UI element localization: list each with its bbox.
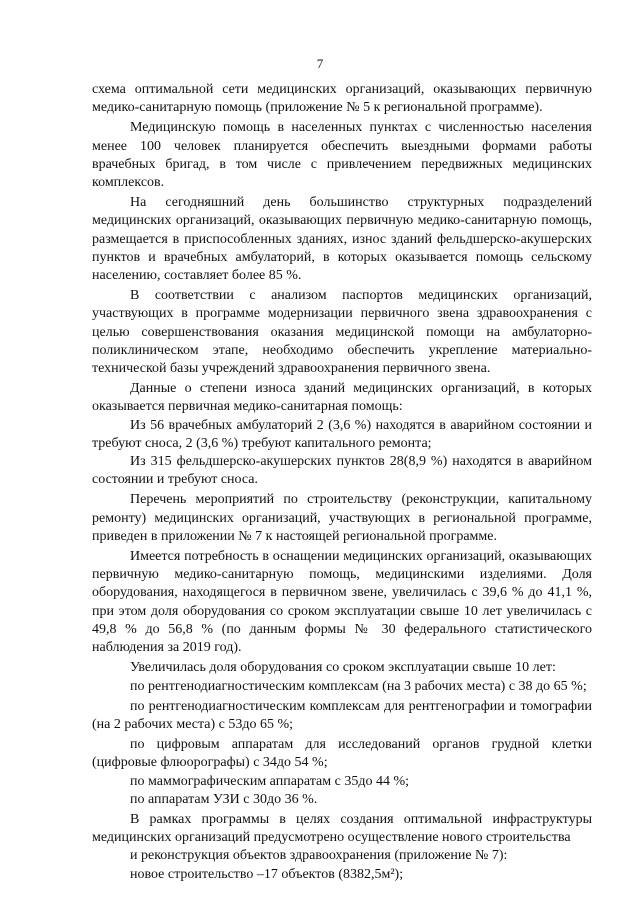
paragraph: В рамках программы в целях создания оптимальной инфраструктуры медицинских организаций предусмотрено осуществление нового строительства [92,811,592,846]
paragraph: На сегодняшний день большинство структурных подразделений медицинских организаций, оказывающих первичную медико-санитарную помощь, размещается в приспособленных зданиях, износ зданий фельдшерско-акушерских пунктов и врачебных амбулаторий, в которых оказывается помощь сельскому населению, составляет более 85 %. [92,195,592,284]
paragraph: Имеется потребность в оснащении медицинских организаций, оказывающих первичную медико-санитарную помощь, медицинскими изделиями. Доля оборудования, находящегося в первичном звене, увеличилась с 39,6 % до 41,1 %, при этом доля оборудования со сроком эксплуатации свыше 10 лет увеличилась с 49,8 % до 56,8 % (по данным формы № 30 федерального статистического наблюдения за 2019 год). [92,549,592,656]
paragraph: и реконструкция объектов здравоохранения (приложение № 7): [130,848,508,864]
list-item: по маммографическим аппаратам с 35до 44 %; [130,773,410,789]
paragraph: Из 315 фельдшерско-акушерских пунктов 28(8,9 %) находятся в аварийном состоянии и требуют сноса. [92,454,592,488]
list-item: по рентгенодиагностическим комплексам (на 3 рабочих места) с 38 до 65 %; [130,678,587,694]
list-item: по аппаратам УЗИ с 30до 36 %. [130,791,318,807]
paragraph: Данные о степени износа зданий медицинских организаций, в которых оказывается первичная медико-санитарная помощь: [92,381,592,415]
document-body [92,81,592,884]
list-item: по цифровым аппаратам для исследований органов грудной клетки (цифровые флюорографы) с 34до 54 %; [92,737,592,771]
paragraph: Медицинскую помощь в населенных пунктах с численностью населения менее 100 человек планируется обеспечить выездными формами работы врачебных бригад, в том числе с привлечением передвижных медицинских комплексов. [92,120,592,191]
list-item: по рентгенодиагностическим комплексам для рентгенографии и томографии (на 2 рабочих места) с 53до 65 %; [92,698,592,732]
paragraph: В соответствии с анализом паспортов медицинских организаций, участвующих в программе модернизации первичного звена здравоохранения с целью совершенствования оказания медицинской помощи на амбулаторно-поликлиническом этапе, необходимо обеспечить укрепление материально-технической базы учреждений здравоохранения первичного звена. [92,288,592,377]
page-number: 7 [316,56,324,71]
paragraph: схема оптимальной сети медицинских организаций, оказывающих первичную медико-санитарную помощь (приложение № 5 к региональной программе). [92,82,592,116]
paragraph: Перечень мероприятий по строительству (реконструкции, капитальному ремонту) медицинских организаций, участвующих в региональной программе, приведен в приложении № 7 к настоящей региональной программе. [92,492,592,544]
paragraph: Из 56 врачебных амбулаторий 2 (3,6 %) находятся в аварийном состоянии и требуют сноса, 2 (3,6 %) требуют капитального ремонта; [92,417,592,451]
paragraph: Увеличилась доля оборудования со сроком эксплуатации свыше 10 лет: [130,660,556,676]
list-item: новое строительство –17 объектов (8382,5м²); [130,866,404,882]
